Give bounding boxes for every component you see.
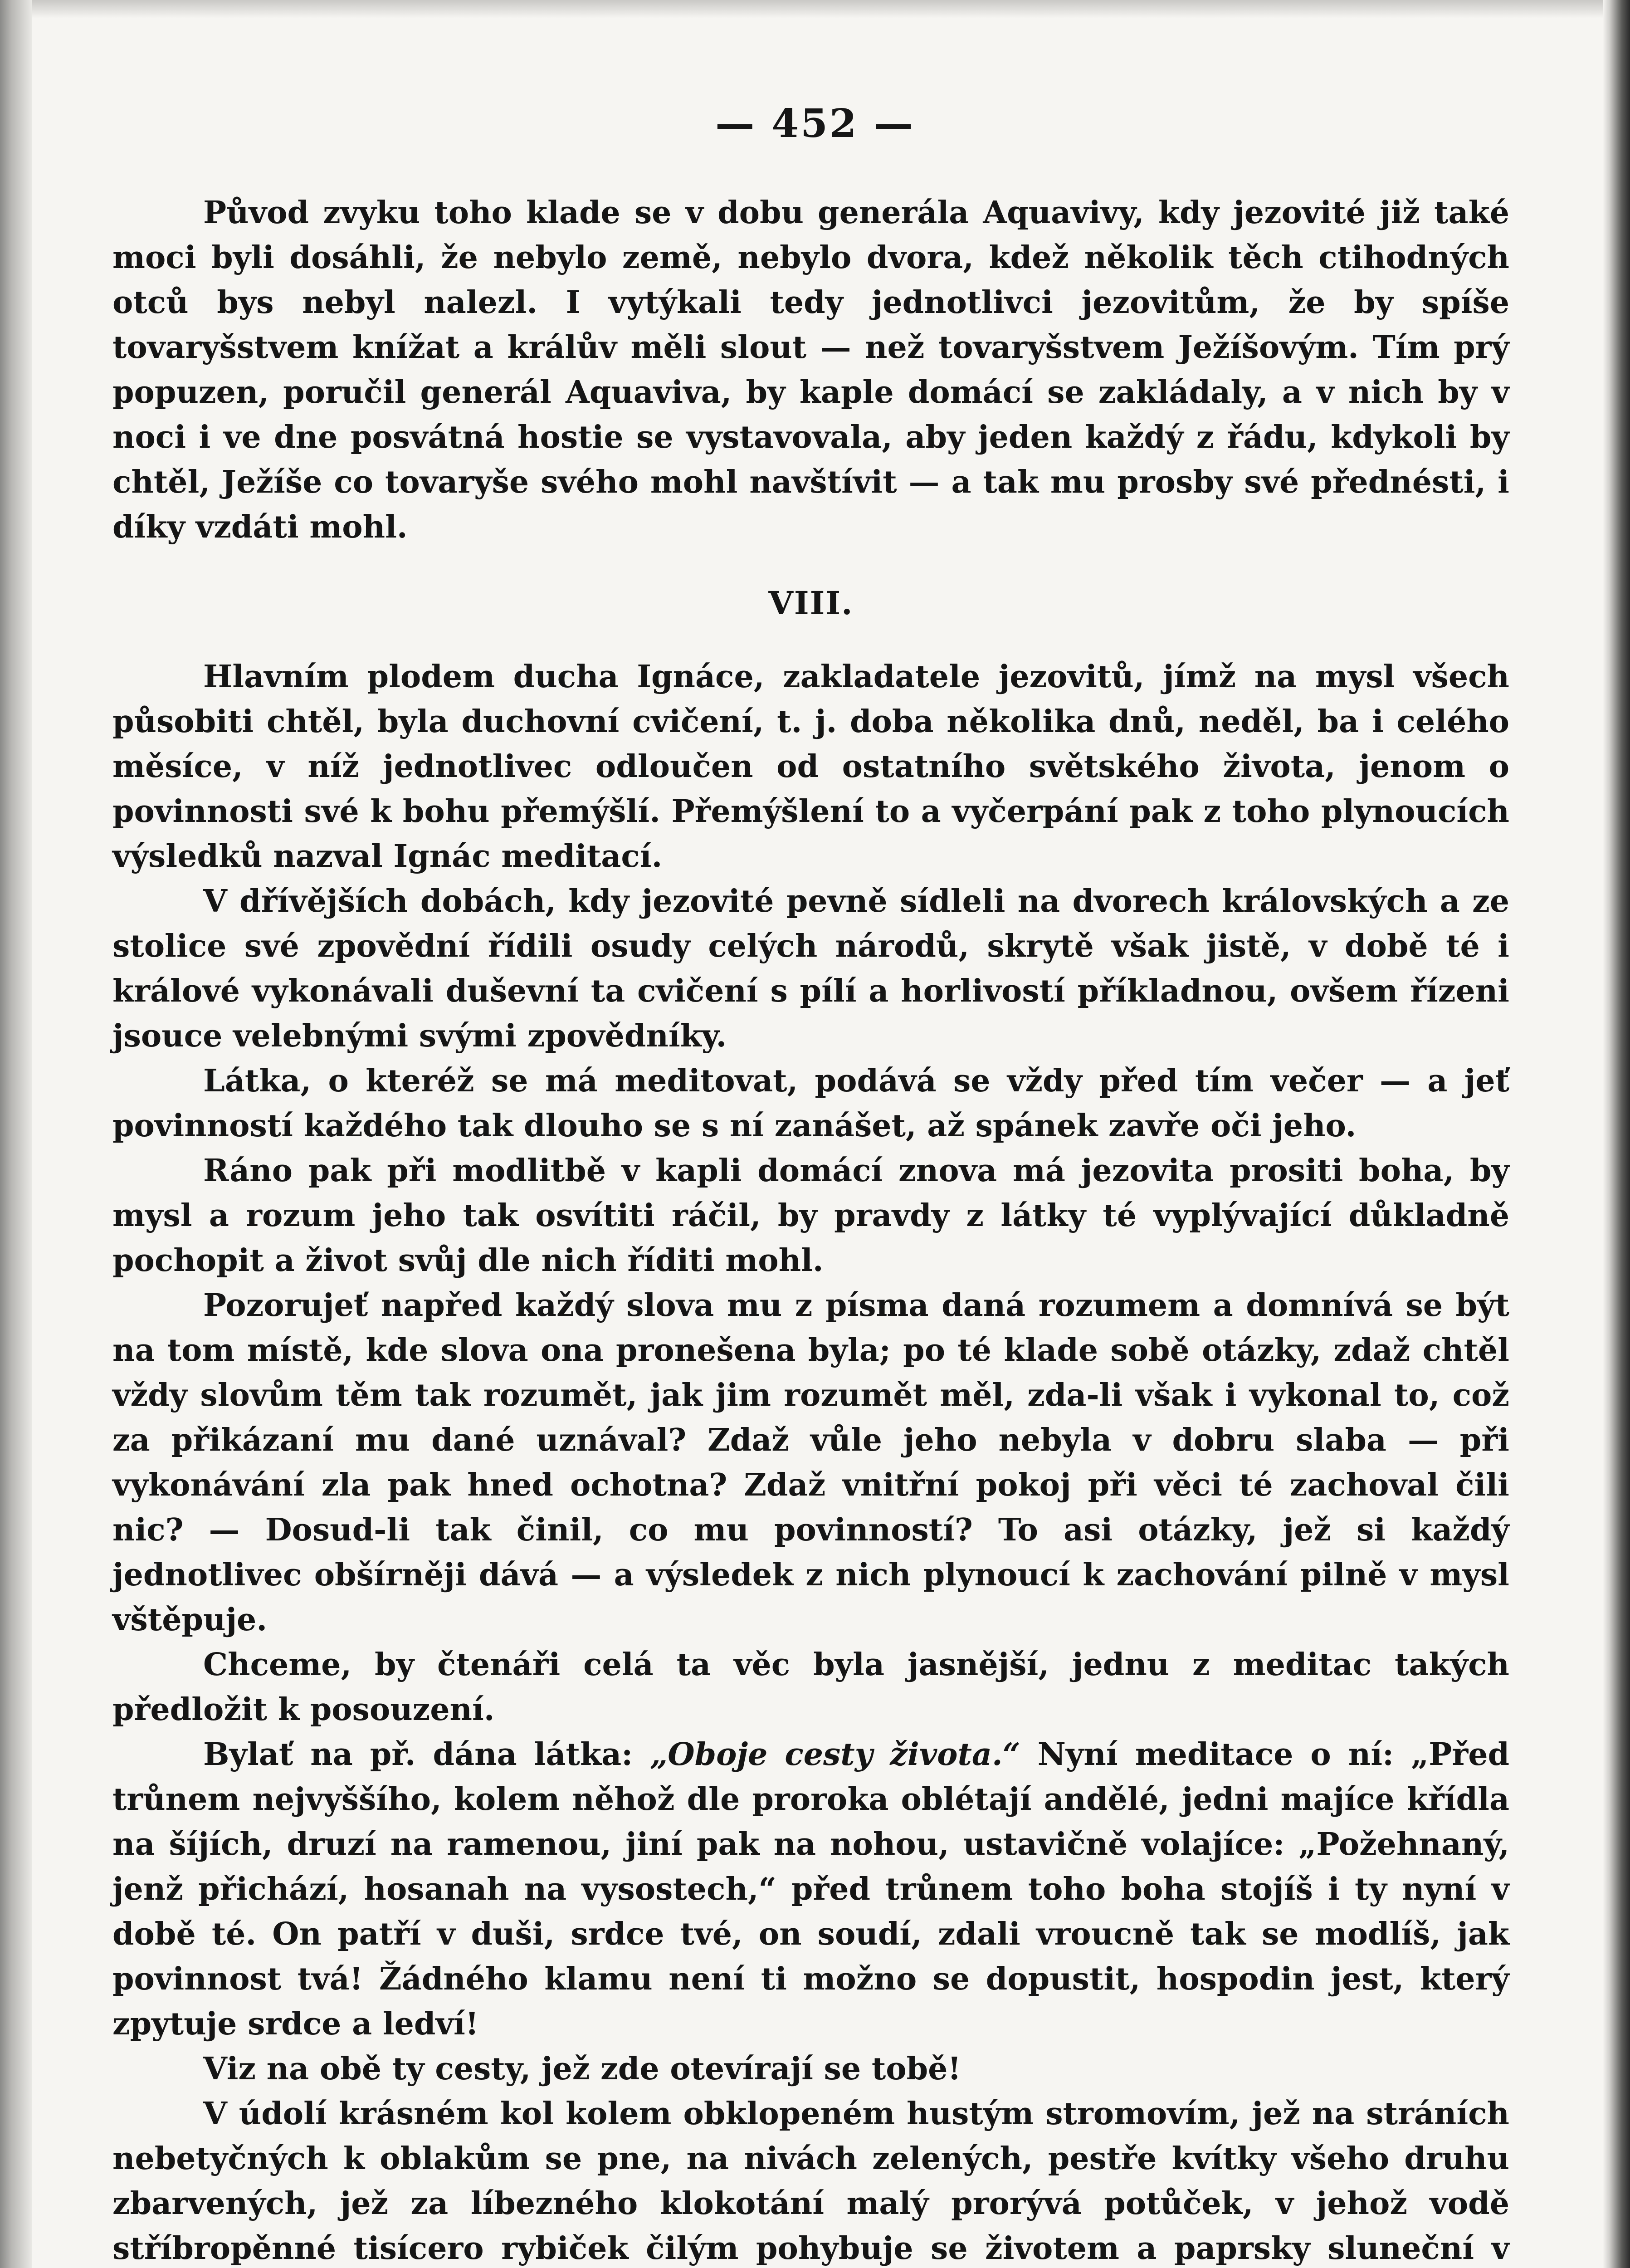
meditation-intro-text: Bylať na př. dána látka:	[203, 1736, 650, 1773]
paragraph-spiritual-exercises: Hlavním plodem ducha Ignáce, zakladatele jezovitů, jímž na mysl všech působiti chtěl, byla duchovní cvičení, t. j. doba několika dnů, neděl, ba i celého měsíce, v níž jednotlivec odloučen od ostatního světského života, jenom o povinnosti své k bohu přemýšlí. Přemýšlení to a vyčerpání pak z toho plynoucích výsledků nazval Ignác meditací.	[112, 659, 1509, 875]
paragraph-meditation-example	[112, 1732, 1509, 2047]
section-heading: VIII.	[768, 584, 854, 622]
paragraph-former-times: V dřívějších dobách, kdy jezovité pevně sídleli na dvorech královských a ze stolice své zpovědní řídili osudy celých národů, skrytě však jistě, v době té i králové vykonávali duševní ta cvičení s pílí a horlivostí příkladnou, ovšem řízeni jsouce velebnými svými zpovědníky.	[112, 883, 1509, 1054]
paragraph-valley-scene: V údolí krásném kol kolem obklopeném hustým stromovím, jež na stráních nebetyčných k oblakům se pne, na nivách zelených, pestře kvítky všeho druhu zbarvených, jež za líbezného klokotání malý prorývá potůček, v jehož vodě stříbropěnné tisícero rybiček čilým pohybuje se životem a paprsky sluneční v	[112, 2096, 1509, 2267]
page-number: — 452 —	[715, 101, 915, 147]
paragraph-two-paths: Viz na obě ty cesty, jež zde otevírají se tobě!	[203, 2051, 961, 2087]
meditation-title: „Oboje cesty života.“	[650, 1736, 1020, 1773]
paragraph-morning-prayer: Ráno pak při modlitbě v kapli domácí znova má jezovita prositi boha, by mysl a rozum jeho tak osvítiti ráčil, by pravdy z látky té vyplývající důkladně pochopit a život svůj dle nich říditi mohl.	[112, 1153, 1509, 1279]
page-edge-left	[0, 0, 32, 2268]
paragraph-example-intro: Chceme, by čtenáři celá ta věc byla jasnější, jednu z meditac takých předložit k posouzení.	[112, 1647, 1509, 1728]
body-text	[112, 191, 1509, 2268]
page-edge-top	[0, 0, 1630, 18]
paragraph-self-questions: Pozorujeť napřed každý slova mu z písma daná rozumem a domnívá se být na tom místě, kde slova ona pronešena byla; po té klade sobě otázky, zdaž chtěl vždy slovům těm tak rozumět, jak jim rozumět měl, zda-li však i vykonal to, což za přikázaní mu dané uznával? Zdaž vůle jeho nebyla v dobru slaba — při vykonávání zla pak hned ochotna? Zdaž vnitřní pokoj při věci té zachoval čili nic? — Dosud-li tak činil, co mu povinností? To asi otázky, jež si každý jednotlivec obšírněji dává — a výsledek z nich plynoucí k zachování pilně v mysl vštěpuje.	[112, 1287, 1509, 1638]
meditation-body-text: Nyní meditace o ní: „Před trůnem nejvyššího, kolem něhož dle proroka oblétají andělé, jedni majíce křídla na šíjích, druzí na ramenou, jiní pak na nohou, ustavičně volajíce: „Požehnaný, jenž přichází, hosanah na vysostech,“ před trůnem toho boha stojíš i ty nyní v době té. On patří v duši, srdce tvé, on soudí, zdali vroucně tak se modlíš, jak povinnost tvá! Žádného klamu není ti možno se dopustit, hospodin jest, který zpytuje srdce a ledví!	[112, 1736, 1510, 2042]
paragraph-origin-of-custom: Původ zvyku toho klade se v dobu generála Aquavivy, kdy jezovité již také moci byli dosáhli, že nebylo země, nebylo dvora, kdež několik těch ctihodných otců bys nebyl nalezl. I vytýkali tedy jednotlivci jezovitům, že by spíše tovaryšstvem knížat a králův měli slout — než tovaryšstvem Ježíšovým. Tím prý popuzen, poručil generál Aquaviva, by kaple domácí se zakládaly, a v nich by v noci i ve dne posvátná hostie se vystavovala, aby jeden každý z řádu, kdykoli by chtěl, Ježíše co tovaryše svého mohl navštívit — a tak mu prosby své přednésti, i díky vzdáti mohl.	[112, 195, 1509, 545]
paragraph-subject-matter: Látka, o kteréž se má meditovat, podává se vždy před tím večer — a jeť povinností každého tak dlouho se s ní zanášet, až spánek zavře oči jeho.	[112, 1063, 1509, 1144]
page-edge-right	[1603, 0, 1630, 2268]
